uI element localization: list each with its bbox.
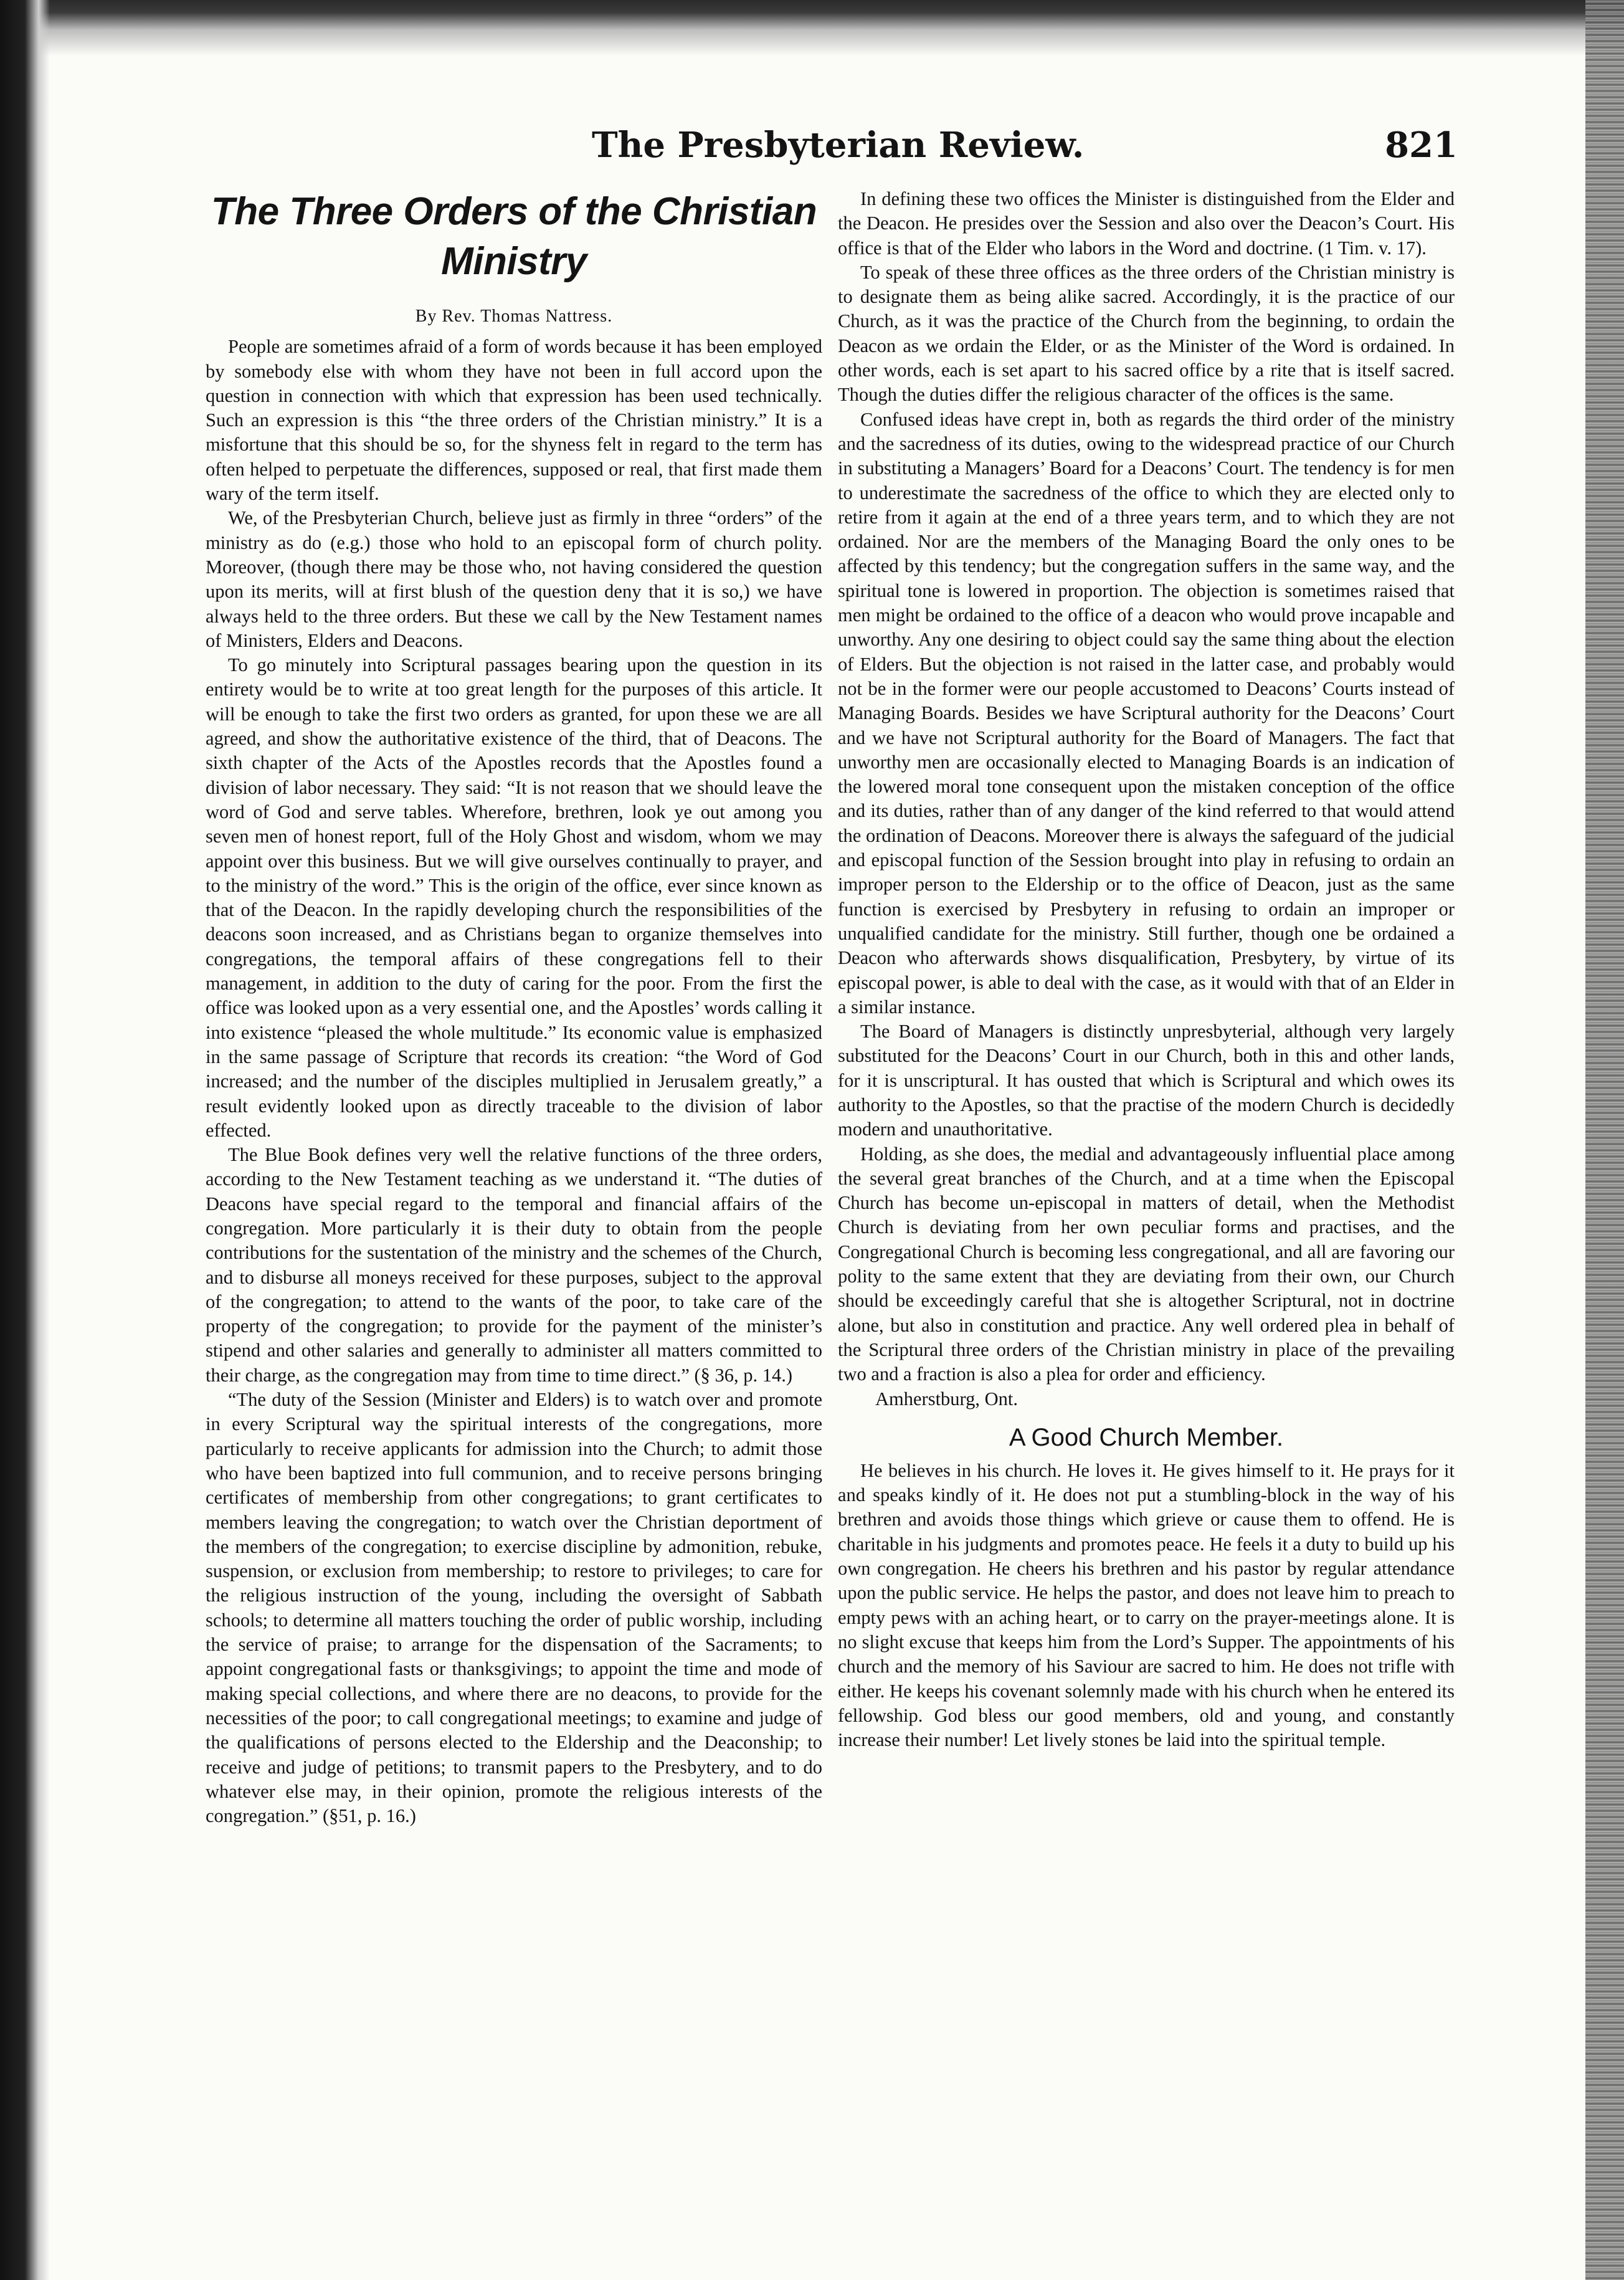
article-title: The Three Orders of the Christian Ministry xyxy=(211,190,817,283)
right-column xyxy=(838,187,1455,1752)
paragraph: To go minutely into Scriptural passages bearing upon the question in its entirety would be to write at too great length for the purposes of this article. It will be enough to take the first two orders as granted, for upon these we are all agreed, and show the authoritative existence of the third, that of Deacons. The sixth chapter of the Acts of the Apostles records that the Apostles found a division of labor necessary. They said: “It is not reason that we should leave the word of God and serve tables. Wherefore, brethren, look ye out among you seven men of honest report, full of the Holy Ghost and wisdom, whom we may appoint over this business. But we will give ourselves continually to prayer, and to the ministry of the word.” This is the origin of the office, ever since known as that of the Deacon. In the rapidly developing church the responsibilities of the deacons soon increased, and as Christians began to organize themselves into congregations, the temporal affairs of these congregations fell to their management, in addition to the duty of caring for the poor. From the first the office was looked upon as a very essential one, and the Apostles’ words calling it into existence “pleased the whole multitude.” Its economic value is emphasized in the same passage of Scripture that records its creation: “the Word of God increased; and the number of the disciples multiplied in Jerusalem greatly,” a result evidently looked upon as directly traceable to the division of labor effected. xyxy=(206,654,822,1141)
scan-edge-top xyxy=(0,0,1624,56)
scan-edge-left xyxy=(0,0,50,2280)
paragraph: People are sometimes afraid of a form of words because it has been employed by somebody else with whom they have not been in full accord upon the question in connection with which that expression has been used technically. Such an expression is this “the three orders of the Christian ministry.” It is a misfortune that this should be so, for the shyness felt in regard to the term has often helped to perpetuate the differences, supposed or real, that first made them wary of the term itself. xyxy=(206,336,822,505)
paragraph: Holding, as she does, the medial and advantageously influential place among the several great branches of the Church, and at a time when the Episcopal Church has become un-episcopal in matters of detail, when the Methodist Church is deviating from her own peculiar forms and practises, and the Congregational Church is becoming less congregational, and all are favoring our polity to the same extent that they are deviating from their own, our Church should be exceedingly careful that she is altogether Scriptural, not in doctrine alone, but also in constitution and practice. Any well ordered plea in behalf of the Scriptural three orders of the Christian ministry in place of the prevailing two and a fraction is also a plea for order and efficiency. xyxy=(838,1143,1455,1385)
running-title: The Presbyterian Review. xyxy=(592,125,1085,166)
paragraph: To speak of these three offices as the three orders of the Christian ministry is to designate them as being alike sacred. Accordingly, it is the practice of our Church, as it was the practice of the Church from the beginning, to ordain the Deacon as we ordain the Elder, or as the Minister of the Word is ordained. In other words, each is set apart to his sacred office by a rite that is itself sacred. Though the duties differ the religious character of the offices is the same. xyxy=(838,261,1455,406)
paragraph: The Blue Book defines very well the relative functions of the three orders, according to the New Testament teaching as we understand it. “The duties of Deacons have special regard to the temporal and financial affairs of the congregation. More particularly it is their duty to obtain from the people contributions for the sustentation of the ministry and the schemes of the Church, and to disburse all moneys received for these purposes, subject to the approval of the congregation; to attend to the wants of the poor, to take care of the property of the congregation; to provide for the payment of the minister’s stipend and other salaries and generally to administer all matters committed to their charge, as the congregation may from time to time direct.” (§ 36, p. 14.) xyxy=(206,1144,822,1386)
section-title: A Good Church Member. xyxy=(1009,1423,1284,1451)
paragraph: The Board of Managers is distinctly unpresbyterial, although very largely substituted for the Deacons’ Court in our Church, both in this and other lands, for it is unscriptural. It has ousted that which is Scriptural and which owes its authority to the Apostles, so that the practise of the modern Church is decidedly modern and unauthoritative. xyxy=(838,1021,1455,1140)
byline: By Rev. Thomas Nattress. xyxy=(415,307,613,326)
paragraph: We, of the Presbyterian Church, believe just as firmly in three “orders” of the ministry as do (e.g.) those who hold to an episcopal form of church polity. Moreover, (though there may be those who, not having considered the question upon its merits, will at first blush of the question deny that it is so,) we have always held to the three orders. But these we call by the New Testament names of Ministers, Elders and Deacons. xyxy=(206,507,822,651)
page-header xyxy=(206,125,1458,181)
left-column xyxy=(206,187,822,1828)
paragraph: He believes in his church. He loves it. He gives himself to it. He prays for it and speaks kindly of it. He does not put a stumbling-block in the way of his brethren and avoids those things which grieve or cause them to offend. He is charitable in his judgments and promotes peace. He feels it a duty to build up his own congregation. He cheers his brethren and his pastor by regular attendance upon the public service. He helps the pastor, and does not leave him to preach to empty pews with an aching heart, or to carry on the prayer-meetings alone. It is no slight excuse that keeps him from the Lord’s Supper. The appointments of his church and the memory of his Saviour are sacred to him. He does not trifle with either. He keeps his covenant solemnly made with his church when he entered its fellowship. God bless our good members, old and young, and constantly increase their number! Let lively stones be laid into the spiritual temple. xyxy=(838,1459,1455,1751)
paragraph: Confused ideas have crept in, both as regards the third order of the ministry and the sacredness of its duties, owing to the widespread practice of our Church in substituting a Managers’ Board for a Deacons’ Court. The tendency is for men to underestimate the sacredness of the office to which they are elected only to retire from it again at the end of a three years term, and to which they are not ordained. Nor are the members of the Managing Board the only ones to be affected by this tendency; but the congregation suffers in the same way, and the spiritual tone is lowered in proportion. The objection is sometimes raised that men might be ordained to the office of a deacon who would prove incapable and unworthy. Any one desiring to object could say the same thing about the election of Elders. But the objection is not raised in the latter case, and probably would not be in the former were our people accustomed to Deacons’ Courts instead of Managing Boards. Besides we have Scriptural authority for the Deacons’ Court and we have not Scriptural authority for the Board of Managers. The fact that unworthy men are occasionally elected to Managing Boards is an indication of the lowered moral tone consequent upon the mistaken conception of the office and its duties, rather than of any danger of the kind referred to that would attend the ordination of Deacons. Moreover there is always the safeguard of the judicial and episcopal function of the Session brought into play in refusing to ordain an improper person to the Eldership or to the office of Deacon, just as the same function is exercised by Presbytery in refusing to ordain an improper or unqualified candidate for the ministry. Still further, though one be ordained a Deacon who afterwards shows disqualification, Presbytery, by virtue of its episcopal power, is able to deal with the case, as it would with that of an Elder in a similar instance. xyxy=(838,408,1455,1018)
author-location: Amherstburg, Ont. xyxy=(875,1388,1019,1409)
paragraph: “The duty of the Session (Minister and Elders) is to watch over and promote in every Scriptural way the spiritual interests of the congregations, more particularly to receive applicants for admission into the Church; to admit those who have been baptized into full communion, and to receive persons bringing certificates of membership from other congregations; to grant certificates to members leaving the congregation; to watch over the Christian deportment of the members of the congregation; to exercise discipline by admonition, rebuke, suspension, or exclusion from membership; to restore to privileges; to care for the religious instruction of the young, including the oversight of Sabbath schools; to determine all matters touching the order of public worship, including the service of praise; to arrange for the dispensation of the Sacraments; to appoint congregational fasts or thanksgivings; to appoint the time and mode of making special collections, and where there are no deacons, to provide for the necessities of the poor; to call congregational meetings; to examine and judge of the qualifications of persons elected to the Eldership and the Deaconship; to receive and judge of petitions; to transmit papers to the Presbytery, and to do whatever else may, in their opinion, promote the religious interests of the congregation.” (§51, p. 16.) xyxy=(206,1389,822,1827)
scan-edge-right xyxy=(1585,0,1624,2280)
paragraph: In defining these two offices the Minister is distinguished from the Elder and the Deacon. He presides over the Session and also over the Deacon’s Court. His office is that of the Elder who labors in the Word and doctrine. (1 Tim. v. 17). xyxy=(838,188,1455,259)
page-number: 821 xyxy=(1385,125,1458,166)
